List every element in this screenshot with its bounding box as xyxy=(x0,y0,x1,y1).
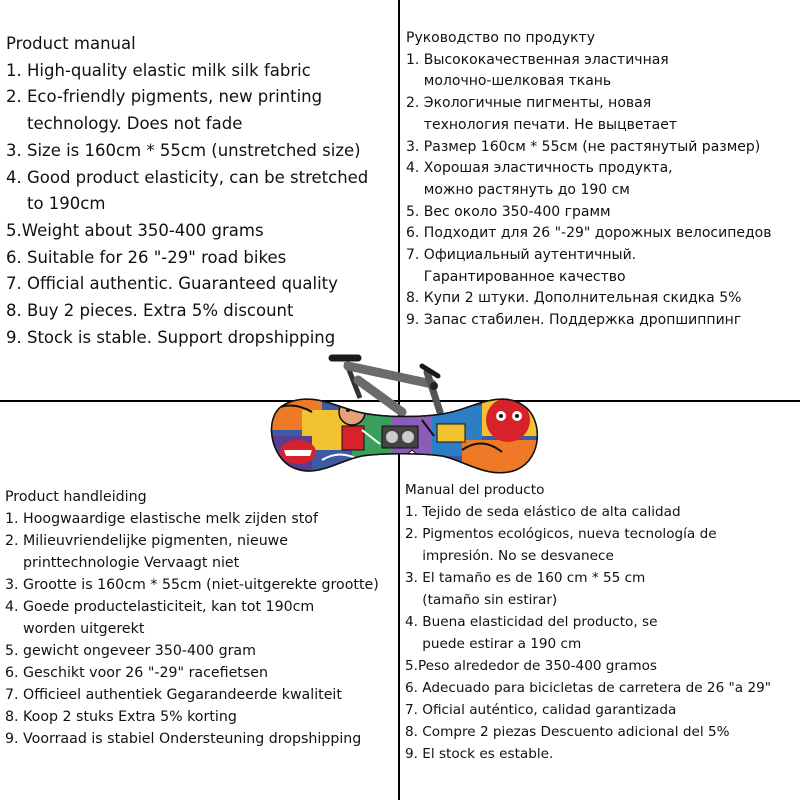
list-item: worden uitgerekt xyxy=(5,621,145,637)
list-item: 7. Oficial auténtico, calidad garantizada xyxy=(405,702,677,718)
dutch-list xyxy=(5,508,379,750)
list-item: 4. Buena elasticidad del producto, se xyxy=(405,614,658,630)
list-item: printtechnologie Vervaagt niet xyxy=(5,555,240,571)
english-list xyxy=(6,58,368,352)
list-item: 9. Voorraad is stabiel Ondersteuning dropshipping xyxy=(5,731,362,747)
list-item: 6. Подходит для 26 "-29" дорожных велосипедов xyxy=(406,225,772,242)
list-item: 4. Хорошая эластичность продукта, xyxy=(406,160,673,177)
list-item: technology. Does not fade xyxy=(6,114,243,134)
list-item: 6. Suitable for 26 "-29" road bikes xyxy=(6,247,287,267)
russian-manual xyxy=(406,28,771,332)
list-item: 4. Good product elasticity, can be stretched xyxy=(6,167,369,187)
list-item: (tamaño sin estirar) xyxy=(405,592,558,608)
list-item: 7. Officieel authentiek Gegarandeerde kwaliteit xyxy=(5,687,342,703)
list-item: 9. Запас стабилен. Поддержка дропшиппинг xyxy=(406,312,742,329)
list-item: 8. Buy 2 pieces. Extra 5% discount xyxy=(6,301,294,321)
list-item: 4. Goede productelasticiteit, kan tot 190cm xyxy=(5,599,315,615)
list-item: 1. Hoogwaardige elastische melk zijden stof xyxy=(5,511,318,527)
english-title: Product manual xyxy=(6,34,136,53)
list-item: 2. Eco-friendly pigments, new printing xyxy=(6,87,323,107)
list-item: impresión. No se desvanece xyxy=(405,548,614,564)
list-item: 2. Milieuvriendelijke pigmenten, nieuwe xyxy=(5,533,289,549)
list-item: 7. Официальный аутентичный. xyxy=(406,247,637,264)
list-item: 5. gewicht ongeveer 350-400 gram xyxy=(5,643,256,659)
list-item: 5. Вес около 350-400 грамм xyxy=(406,203,611,220)
russian-title: Руководство по продукту xyxy=(406,30,595,46)
list-item: 6. Geschikt voor 26 "-29" racefietsen xyxy=(5,665,268,681)
list-item: 3. Size is 160cm * 55cm (unstretched size) xyxy=(6,140,361,160)
list-item: молочно-шелковая ткань xyxy=(406,73,612,90)
english-manual xyxy=(6,31,368,351)
list-item: 9. El stock es estable. xyxy=(405,746,554,762)
list-item: 5.Weight about 350-400 grams xyxy=(6,220,264,240)
list-item: 9. Stock is stable. Support dropshipping xyxy=(6,327,336,347)
list-item: 7. Official authentic. Guaranteed quality xyxy=(6,274,338,294)
bike-frame xyxy=(332,358,440,412)
spanish-manual xyxy=(405,479,771,765)
list-item: 3. Размер 160см * 55см (не растянутый размер) xyxy=(406,138,761,155)
list-item: 5.Peso alrededor de 350-400 gramos xyxy=(405,658,657,674)
list-item: 3. El tamaño es de 160 cm * 55 cm xyxy=(405,570,646,586)
bike-cover-product-image xyxy=(262,340,548,488)
list-item: 2. Pigmentos ecológicos, nueva tecnología de xyxy=(405,526,717,542)
spanish-title: Manual del producto xyxy=(405,482,545,498)
list-item: to 190cm xyxy=(6,194,106,214)
dutch-manual xyxy=(5,486,379,750)
list-item: 1. Tejido de seda elástico de alta calidad xyxy=(405,504,681,520)
list-item: 2. Экологичные пигменты, новая xyxy=(406,95,652,112)
list-item: 8. Compre 2 piezas Descuento adicional del 5% xyxy=(405,724,730,740)
list-item: 1. Высококачественная эластичная xyxy=(406,51,669,68)
list-item: 3. Grootte is 160cm * 55cm (niet-uitgerekte grootte) xyxy=(5,577,379,593)
list-item: 8. Купи 2 штуки. Дополнительная скидка 5% xyxy=(406,290,742,307)
russian-list xyxy=(406,50,771,332)
list-item: можно растянуть до 190 см xyxy=(406,181,630,198)
dutch-title: Product handleiding xyxy=(5,489,147,505)
spanish-list xyxy=(405,501,771,765)
graffiti-pattern xyxy=(262,390,548,488)
list-item: puede estirar a 190 cm xyxy=(405,636,582,652)
list-item: 1. High-quality elastic milk silk fabric xyxy=(6,60,311,80)
list-item: 8. Koop 2 stuks Extra 5% korting xyxy=(5,709,237,725)
list-item: 6. Adecuado para bicicletas de carretera de 26 "a 29" xyxy=(405,680,772,696)
list-item: технология печати. Не выцветает xyxy=(406,116,677,133)
list-item: Гарантированное качество xyxy=(406,268,626,285)
